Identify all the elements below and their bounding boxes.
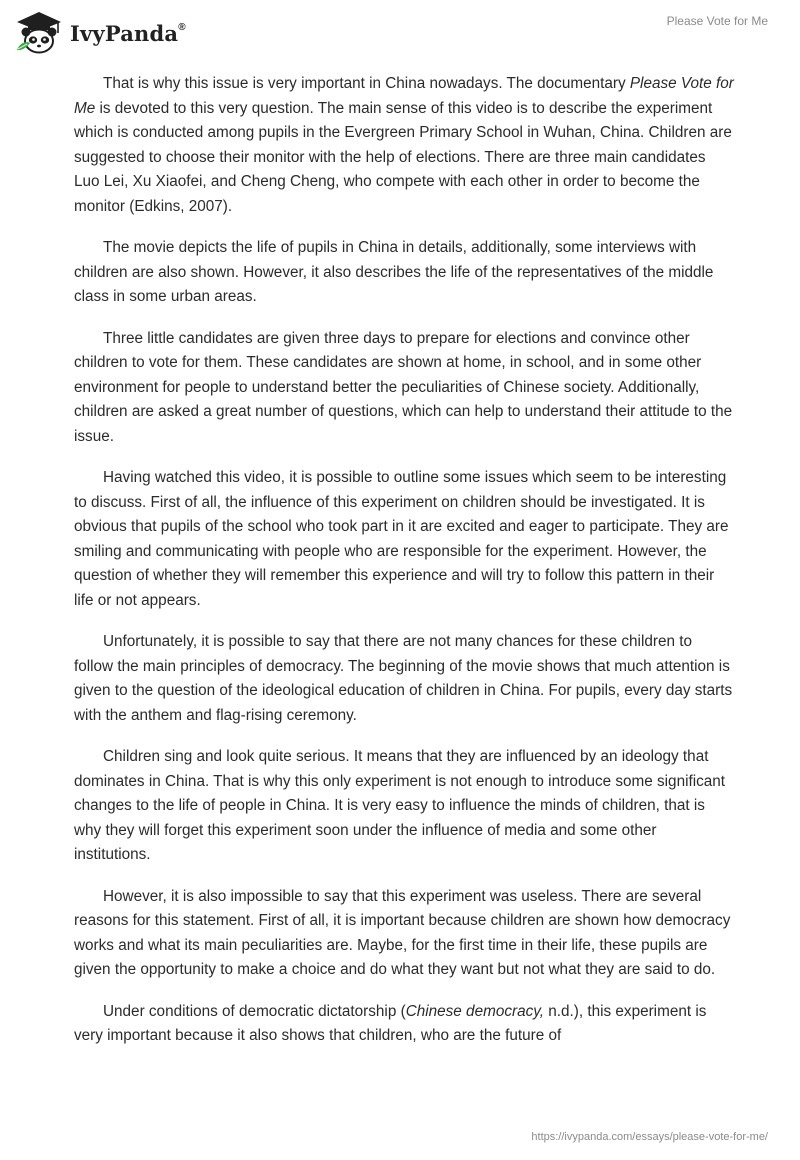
- paragraph: That is why this issue is very important in China nowadays. The documentary Please Vote for Me is devoted to this very question. The main sense of this video is to describe the experiment which is conducted among pupils in the Evergreen Primary School in Wuhan, China. Children are suggested to choose their monitor with the help of elections. There are three main candidates Luo Lei, Xu Xiaofei, and Cheng Cheng, who compete with each other in order to become the monitor (Edkins, 2007).: [74, 75, 734, 215]
- paragraph: The movie depicts the life of pupils in China in details, additionally, some interviews with children are also shown. However, it also describes the life of the representatives of the middle class in some urban areas.: [74, 239, 714, 305]
- ivypanda-logo[interactable]: [14, 10, 186, 54]
- registered-mark: ®: [178, 21, 186, 33]
- panda-graduate-icon: [14, 10, 64, 54]
- paragraph: However, it is also impossible to say that this experiment was useless. There are several reasons for this statement. First of all, it is important because children are shown how democracy works and what its main peculiarities are. Maybe, for the first time in their life, these pupils are given the opportunity to make a choice and do what they want but not what they are said to do.: [74, 887, 731, 978]
- document-title: Please Vote for Me: [666, 14, 768, 28]
- brand-name: IvyPanda®: [70, 20, 186, 46]
- essay-body: [74, 72, 734, 1066]
- page-header: [0, 0, 800, 60]
- citation-title: Chinese democracy,: [405, 1002, 544, 1020]
- paragraph: Unfortunately, it is possible to say that there are not many chances for these children to follow the main principles of democracy. The beginning of the movie shows that much attention is given to the question of the ideological education of children in China. For pupils, every day starts with the anthem and flag-rising ceremony.: [74, 633, 733, 724]
- paragraph: Children sing and look quite serious. It means that they are influenced by an ideology that dominates in China. That is why this only experiment is not enough to introduce some significant changes to the life of people in China. It is very easy to influence the minds of children, that is why they will forget this experiment soon under the influence of media and some other institutions.: [74, 748, 726, 863]
- paragraph: Three little candidates are given three days to prepare for elections and convince other children to vote for them. These candidates are shown at home, in school, and in some other environment for people to understand better the peculiarities of Chinese society. Additionally, children are asked a great number of questions, which can help to understand their attitude to the issue.: [74, 329, 733, 445]
- paragraph: Having watched this video, it is possible to outline some issues which seem to be interesting to discuss. First of all, the influence of this experiment on children should be investigated. It is obvious that pupils of the school who took part in it are excited and eager to participate. They are smiling and communicating with people who are responsible for the experiment. However, the question of whether they will remember this experience and will try to follow this pattern in their life or not appears.: [74, 469, 729, 609]
- source-url[interactable]: https://ivypanda.com/essays/please-vote-for-me/: [531, 1131, 768, 1143]
- paragraph: Under conditions of democratic dictatorship (Chinese democracy, n.d.), this experiment is very important because it also shows that children, who are the future of: [74, 1002, 707, 1044]
- documentary-title: Please Vote for Me: [74, 75, 734, 117]
